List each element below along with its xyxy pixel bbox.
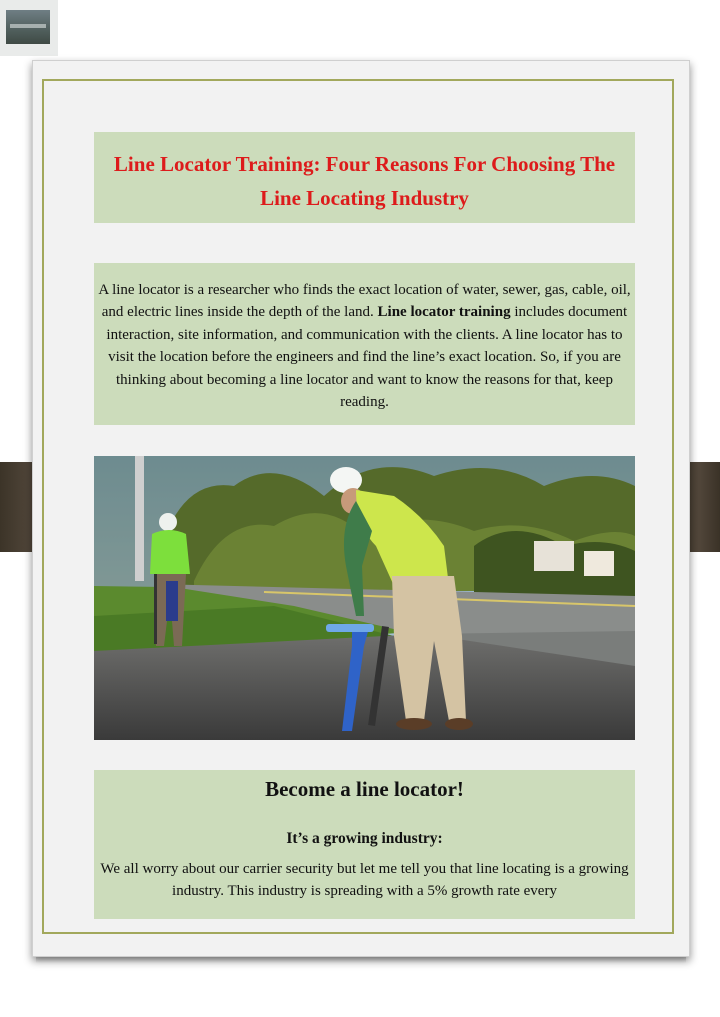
document-thumbnail[interactable] xyxy=(0,0,58,56)
section-subheading: It’s a growing industry: xyxy=(286,830,443,847)
intro-text-after: includes document interaction, site information, and communication with the clients. A line locator has to visit the location before the engineers and find the line’s exact location. So, if you are thinking about becoming a line locator and want to know the reasons for that, keep reading. xyxy=(106,304,628,411)
intro-paragraph xyxy=(98,279,631,413)
intro-box xyxy=(94,263,635,425)
page-shadow xyxy=(36,957,686,963)
section-box xyxy=(94,770,635,919)
intro-text-before: A line locator is a researcher who finds the exact location of water, sewer, gas, cable, oil, and electric lines inside the depth of the land. xyxy=(98,282,631,321)
page-title: Line Locator Training: Four Reasons For Choosing The Line Locating Industry xyxy=(113,152,616,210)
thumbnail-image xyxy=(6,10,50,44)
intro-bold-link[interactable]: Line locator training xyxy=(377,304,511,321)
title-banner xyxy=(94,132,635,223)
line-locator-photo xyxy=(94,456,635,740)
section-paragraph: We all worry about our carrier security but let me tell you that line locating is a growing industry. This industry is spreading with a 5% growth rate every xyxy=(100,861,629,899)
section-heading: Become a line locator! xyxy=(265,777,464,801)
